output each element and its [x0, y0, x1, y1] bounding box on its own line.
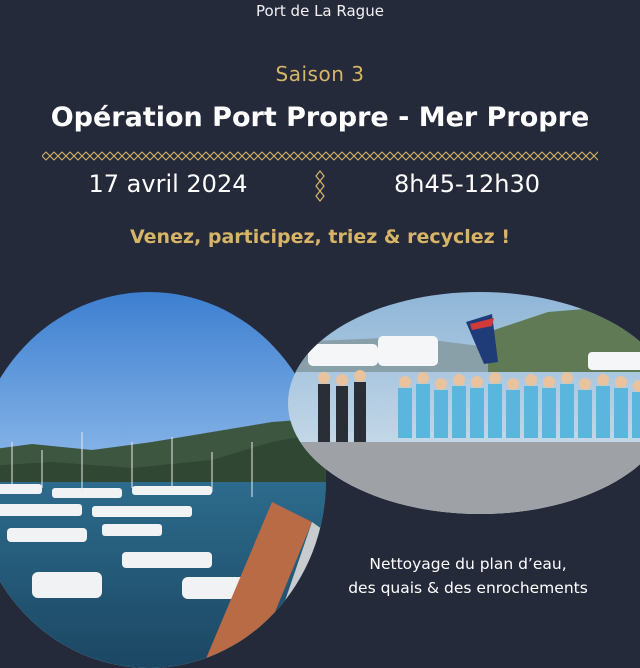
port-name-label: Port de La Rague	[256, 2, 384, 20]
caption-line-1: Nettoyage du plan d’eau,	[369, 555, 567, 573]
season-label: Saison 3	[275, 62, 365, 86]
caption-line-2: des quais & des enrochements	[348, 579, 588, 597]
diamond-divider	[42, 151, 598, 161]
event-caption	[312, 552, 624, 600]
event-date: 17 avril 2024	[88, 170, 248, 198]
event-title: Opération Port Propre - Mer Propre	[50, 102, 590, 133]
event-tagline: Venez, participez, triez & recyclez !	[129, 226, 510, 248]
event-time: 8h45-12h30	[394, 170, 540, 198]
diamond-chain-ornament	[313, 170, 327, 202]
volunteer-group-photo	[288, 292, 640, 514]
marina-harbor-photo	[0, 292, 326, 668]
